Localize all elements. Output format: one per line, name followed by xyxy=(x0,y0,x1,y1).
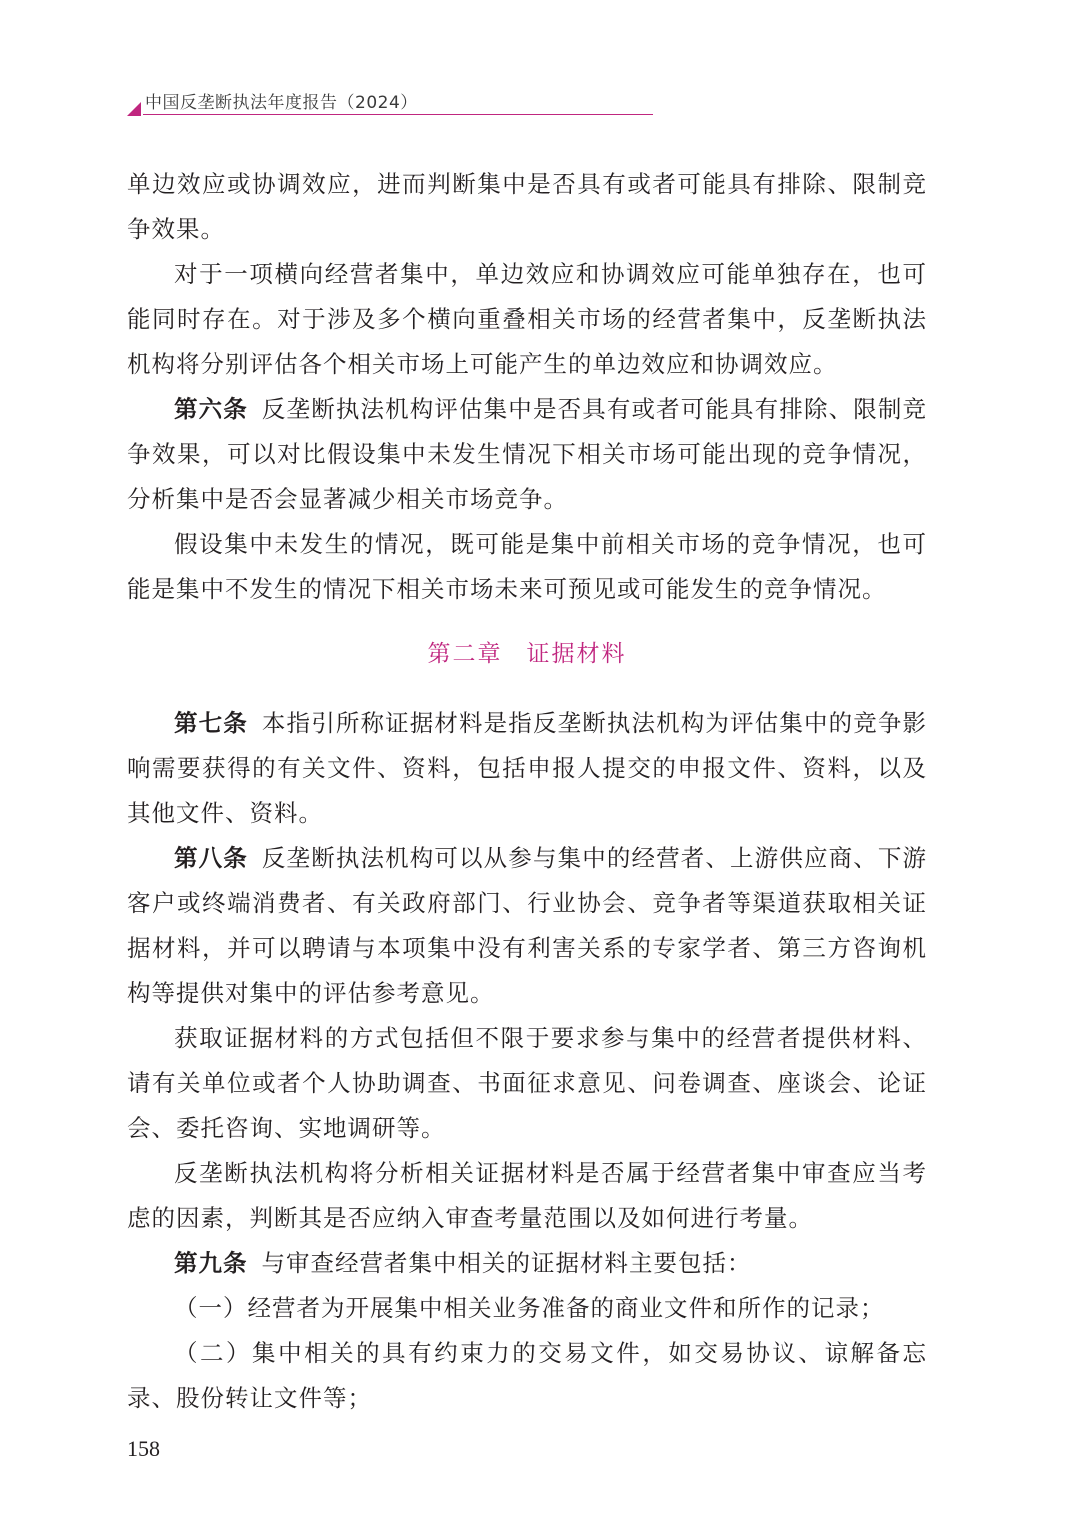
article-6-label: 第六条 xyxy=(174,395,248,423)
header-triangle-icon xyxy=(127,102,141,116)
paragraph-hypothetical: 假设集中未发生的情况，既可能是集中前相关市场的竞争情况，也可能是集中不发生的情况下相关市场未来可预见或可能发生的竞争情况。 xyxy=(127,530,927,603)
header-rule xyxy=(143,114,653,115)
paragraph-evidence-analysis: 反垄断执法机构将分析相关证据材料是否属于经营者集中审查应当考虑的因素，判断其是否应纳入审查考量范围以及如何进行考量。 xyxy=(127,1159,927,1232)
chapter-title: 证据材料 xyxy=(526,641,627,667)
article-6-text: 反垄断执法机构评估集中是否具有或者可能具有排除、限制竞争效果，可以对比假设集中未发生情况下相关市场可能出现的竞争情况，分析集中是否会显著减少相关市场竞争。 xyxy=(127,395,928,513)
list-item-2: （二）集中相关的具有约束力的交易文件，如交易协议、谅解备忘录、股份转让文件等； xyxy=(127,1339,927,1412)
article-8-label: 第八条 xyxy=(174,844,248,872)
paragraph-continued: 单边效应或协调效应，进而判断集中是否具有或者可能具有排除、限制竞争效果。 xyxy=(127,170,927,243)
article-9 xyxy=(127,1241,927,1286)
article-7-label: 第七条 xyxy=(174,709,248,737)
article-7 xyxy=(127,701,927,836)
article-9-label: 第九条 xyxy=(174,1249,248,1277)
article-7-text: 本指引所称证据材料是指反垄断执法机构为评估集中的竞争影响需要获得的有关文件、资料，包括申报人提交的申报文件、资料，以及其他文件、资料。 xyxy=(127,709,928,827)
article-8-text: 反垄断执法机构可以从参与集中的经营者、上游供应商、下游客户或终端消费者、有关政府部门、行业协会、竞争者等渠道获取相关证据材料，并可以聘请与本项集中没有利害关系的专家学者、第三方咨询机构等提供对集中的评估参考意见。 xyxy=(127,844,928,1007)
list-item-1: （一）经营者为开展集中相关业务准备的商业文件和所作的记录； xyxy=(174,1294,885,1322)
chapter-number: 第二章 xyxy=(427,641,503,667)
paragraph-evidence-methods: 获取证据材料的方式包括但不限于要求参与集中的经营者提供材料、请有关单位或者个人协助调查、书面征求意见、问卷调查、座谈会、论证会、委托咨询、实地调研等。 xyxy=(127,1024,927,1142)
page-body xyxy=(127,162,927,1421)
chapter-heading xyxy=(127,632,927,677)
running-header xyxy=(127,86,653,116)
running-header-title: 中国反垄断执法年度报告（2024） xyxy=(145,93,418,113)
paragraph-horizontal-concentration: 对于一项横向经营者集中，单边效应和协调效应可能单独存在，也可能同时存在。对于涉及多个横向重叠相关市场的经营者集中，反垄断执法机构将分别评估各个相关市场上可能产生的单边效应和协调效应。 xyxy=(127,260,927,378)
article-8 xyxy=(127,836,927,1016)
article-9-text: 与审查经营者集中相关的证据材料主要包括： xyxy=(261,1249,752,1277)
article-6 xyxy=(127,387,927,522)
page-number: 158 xyxy=(127,1436,160,1461)
